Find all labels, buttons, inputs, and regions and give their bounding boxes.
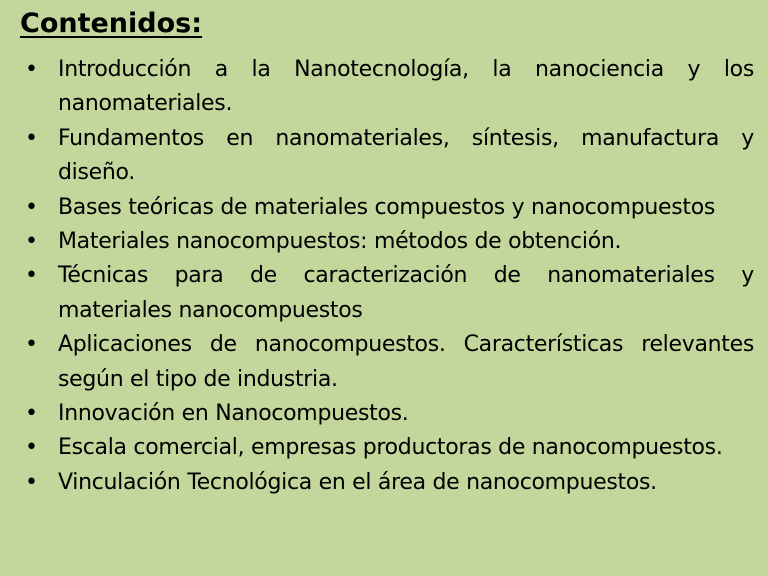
bullet-icon: • [25,57,38,82]
bullet-icon: • [25,469,38,495]
list-item [18,397,754,431]
list-item-text: Innovación en Nanocompuestos. [58,401,409,427]
list-item-text: Vinculación Tecnológica en el área de nanocompuestos. [58,469,657,495]
slide-title: Contenidos: [20,8,203,39]
bullet-icon: • [25,435,38,461]
list-item [18,466,754,500]
list-item [18,122,754,191]
list-item [18,191,754,225]
contents-list [18,53,754,500]
bullet-icon: • [25,401,38,427]
list-item-text: Escala comercial, empresas productoras de nanocompuestos. [58,435,723,461]
bullet-icon: • [25,229,38,255]
list-item-text: Técnicas para de caracterización de nanomateriales y materiales nanocompuestos [58,263,754,323]
bullet-icon: • [25,125,38,151]
list-item-text: Fundamentos en nanomateriales, síntesis, manufactura y diseño. [58,125,754,186]
list-item [18,259,754,328]
bullet-icon: • [25,263,38,289]
list-item [18,431,754,465]
list-item-text: Introducción a la Nanotecnología, la nanociencia y los nanomateriales. [58,57,754,117]
list-item [18,225,754,259]
list-item-text: Aplicaciones de nanocompuestos. Características relevantes según el tipo de industria. [58,332,754,392]
list-item-text: Materiales nanocompuestos: métodos de obtención. [58,229,622,255]
bullet-icon: • [25,332,38,358]
list-item [18,53,754,122]
list-item [18,328,754,397]
bullet-icon: • [25,194,38,220]
list-item-text: Bases teóricas de materiales compuestos y nanocompuestos [58,194,716,220]
